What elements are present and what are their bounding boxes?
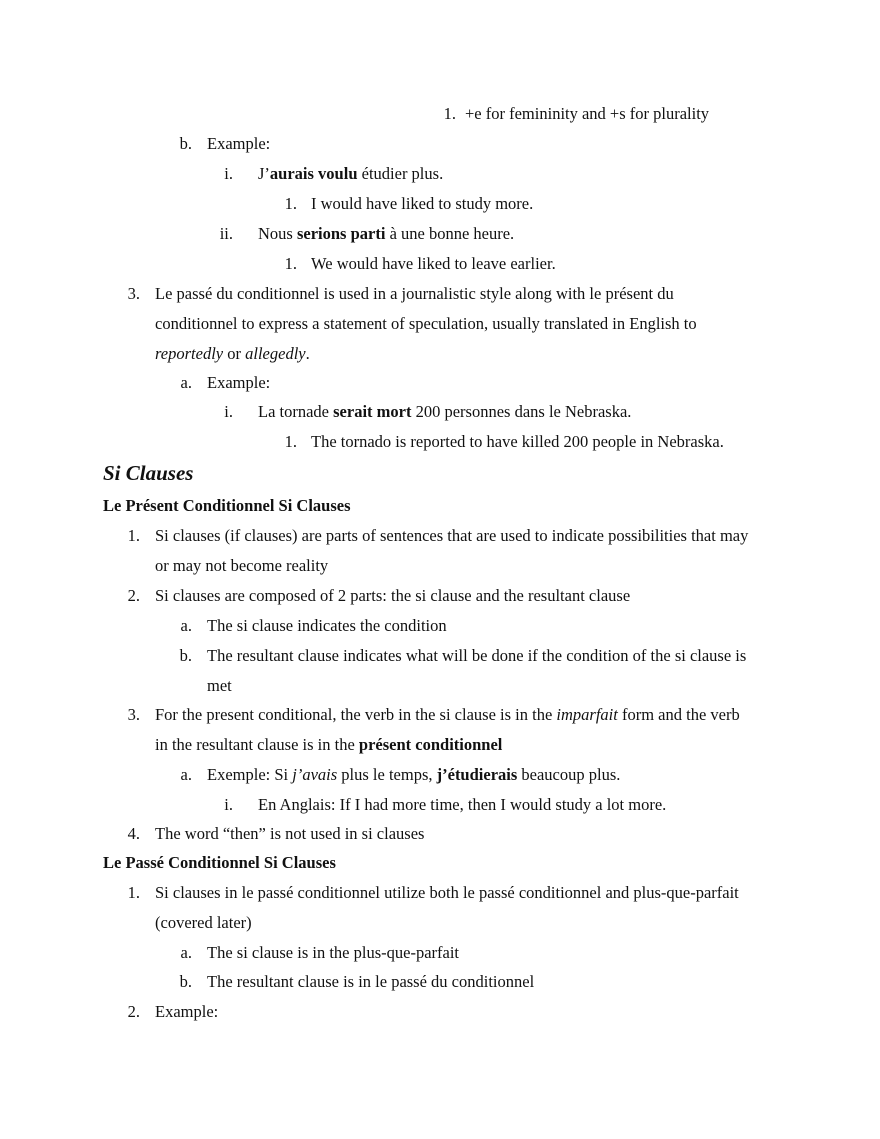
paragraph-line: Si clauses (if clauses) are parts of sentences that are used to indicate possibilities that may xyxy=(155,526,749,545)
list-marker: 3. xyxy=(127,284,140,303)
list-marker: 1. xyxy=(127,526,140,545)
paragraph-line: Le passé du conditionnel is used in a journalistic style along with le présent du xyxy=(155,284,674,303)
list-marker: 1. xyxy=(443,104,456,123)
paragraph-line: (covered later) xyxy=(155,913,252,932)
list-marker: a. xyxy=(180,373,192,392)
translation-text: I would have liked to study more. xyxy=(311,194,534,213)
list-marker: ii. xyxy=(219,224,233,243)
list-marker: i. xyxy=(224,795,233,814)
list-marker: a. xyxy=(180,616,192,635)
list-item-text: The resultant clause is in le passé du conditionnel xyxy=(207,972,535,991)
paragraph-line: Example: xyxy=(155,1002,219,1021)
translation-text: En Anglais: If I had more time, then I would study a lot more. xyxy=(258,795,667,814)
paragraph-line: For the present conditional, the verb in the si clause is in the imparfait form and the verb xyxy=(155,705,740,724)
list-marker: 4. xyxy=(127,824,140,843)
list-marker: 2. xyxy=(127,1002,140,1021)
list-marker: a. xyxy=(180,943,192,962)
list-marker: b. xyxy=(179,972,192,991)
paragraph-line: reportedly or allegedly. xyxy=(155,344,310,363)
subsection-heading: Le Passé Conditionnel Si Clauses xyxy=(103,853,336,872)
paragraph-line: Si clauses in le passé conditionnel utilize both le passé conditionnel and plus-que-parfait xyxy=(155,883,739,902)
translation-text: We would have liked to leave earlier. xyxy=(311,254,556,273)
list-item-text: met xyxy=(207,676,232,695)
list-item-text: The resultant clause indicates what will be done if the condition of the si clause is xyxy=(207,646,747,665)
list-marker: b. xyxy=(179,646,192,665)
list-item-text: Example: xyxy=(207,373,271,392)
translation-text: The tornado is reported to have killed 200 people in Nebraska. xyxy=(311,432,724,451)
list-marker: 1. xyxy=(127,883,140,902)
example-sentence: J’aurais voulu étudier plus. xyxy=(258,164,444,183)
list-marker: 1. xyxy=(284,254,297,273)
list-marker: i. xyxy=(224,402,233,421)
list-item-text: +e for femininity and +s for plurality xyxy=(465,104,710,123)
list-marker: 1. xyxy=(284,194,297,213)
example-sentence: La tornade serait mort 200 personnes dans le Nebraska. xyxy=(258,402,632,421)
list-marker: 1. xyxy=(284,432,297,451)
paragraph-line: conditionnel to express a statement of speculation, usually translated in English to xyxy=(155,314,697,333)
list-item-text: Example: xyxy=(207,134,271,153)
example-sentence: Exemple: Si j’avais plus le temps, j’étudierais beaucoup plus. xyxy=(207,765,621,784)
paragraph-line: or may not become reality xyxy=(155,556,329,575)
list-marker: i. xyxy=(224,164,233,183)
paragraph-line: in the resultant clause is in the présent conditionnel xyxy=(155,735,503,754)
paragraph-line: Si clauses are composed of 2 parts: the si clause and the resultant clause xyxy=(155,586,631,605)
section-heading: Si Clauses xyxy=(103,461,194,485)
subsection-heading: Le Présent Conditionnel Si Clauses xyxy=(103,496,351,515)
list-item-text: The si clause is in the plus-que-parfait xyxy=(207,943,460,962)
list-marker: b. xyxy=(179,134,192,153)
paragraph-line: The word “then” is not used in si clauses xyxy=(155,824,425,843)
list-marker: 3. xyxy=(127,705,140,724)
list-marker: 2. xyxy=(127,586,140,605)
example-sentence: Nous serions parti à une bonne heure. xyxy=(258,224,515,243)
list-marker: a. xyxy=(180,765,192,784)
list-item-text: The si clause indicates the condition xyxy=(207,616,447,635)
